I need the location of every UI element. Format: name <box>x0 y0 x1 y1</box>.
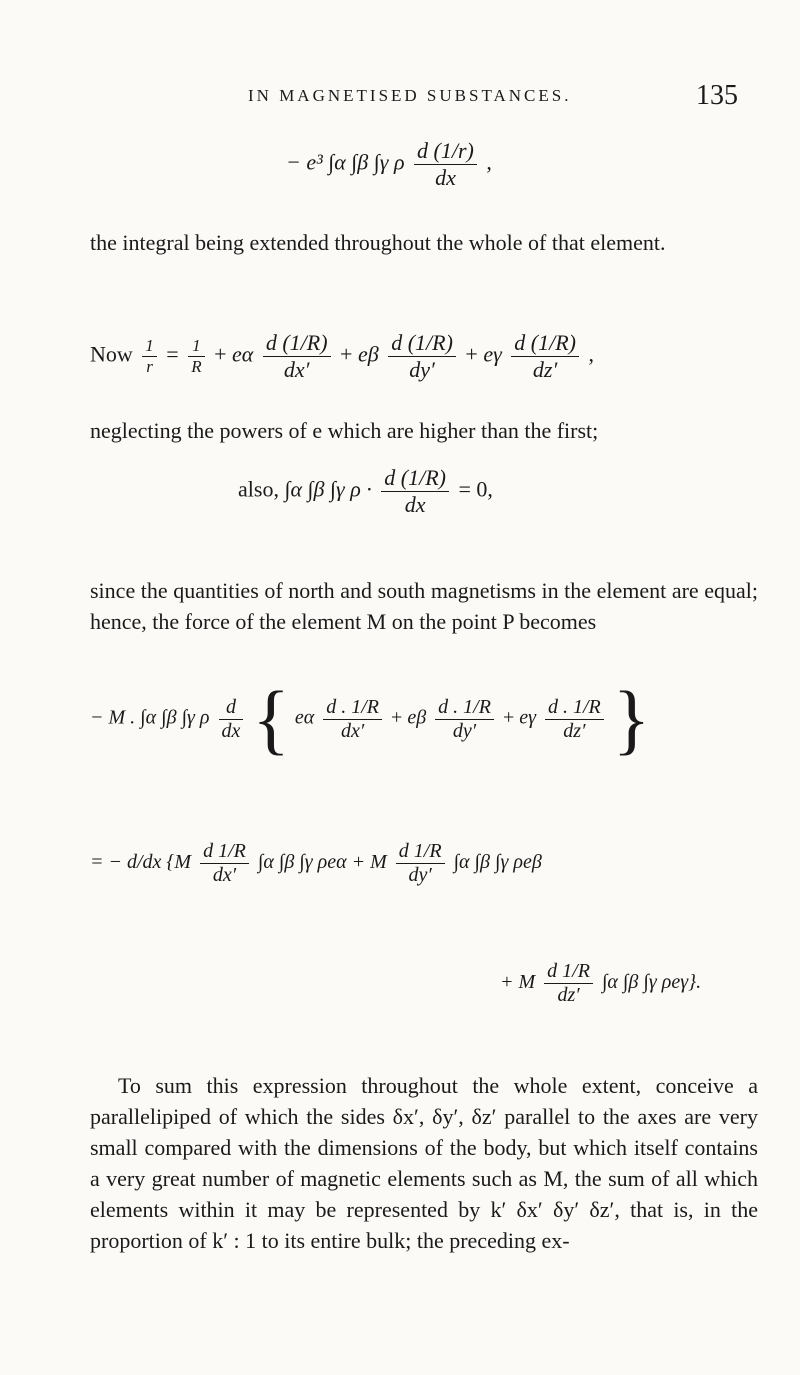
eq4-term-1: eα <box>294 706 315 729</box>
eq3-fraction <box>381 465 449 518</box>
eq2-term-2: eβ <box>357 341 379 367</box>
eq1-denominator: dx <box>414 164 477 191</box>
eq5-fraction-1: $\frac{d 1/R}{dx'}$ <box>200 840 249 887</box>
page-number: 135 <box>696 80 738 111</box>
eq4-fraction-2: $\frac{d . 1/R}{dy'}$ <box>435 696 494 743</box>
eq1-fraction <box>414 138 477 191</box>
eq4-denom-1: dx′ <box>323 719 382 743</box>
eq4-term-3: eγ <box>519 706 536 729</box>
eq2-denom-1: dx′ <box>263 356 331 383</box>
running-title: IN MAGNETISED SUBSTANCES. <box>248 86 572 105</box>
eq4-right-brace: } <box>612 675 651 762</box>
eq2-term-1: eα <box>232 341 254 367</box>
eq3-numerator: d (1/R) <box>384 465 446 490</box>
eq5-line2-lead: + M <box>500 971 536 994</box>
eq5-line1-mid: ∫α ∫β ∫γ ρeα + M <box>257 851 387 874</box>
eq4-fraction-1: $\frac{d . 1/R}{dx'}$ <box>323 696 382 743</box>
eq2-term-3: eγ <box>483 341 502 367</box>
equation-5-line-2 <box>500 960 701 1007</box>
eq3-rhs: = 0, <box>458 476 493 502</box>
paragraph-4: To sum this expression throughout the whole extent, conceive a parallelipiped of which the sides δx′, δy′, δz′ parallel to the axes are very small compared with the dimensions of the body, but which itself contains a very great number of magnetic elements such as M, the sum of all which elements within it may be represented by k′ δx′ δy′ δz′, that is, in the proportion of k′ : 1 to its entire bulk; the preceding ex- <box>90 1073 758 1253</box>
eq4-denom-2: dy′ <box>435 719 494 743</box>
eq5-line1-end: ∫α ∫β ∫γ ρeβ <box>453 851 542 874</box>
eq4-left-brace: { <box>252 675 290 762</box>
paragraph-1: the integral being extended throughout the whole of that element. <box>90 230 666 255</box>
eq2-denom-3: dz′ <box>511 356 579 383</box>
eq5-denom-2: dy′ <box>396 863 445 887</box>
eq4-term-2: eβ <box>407 706 427 729</box>
eq1-suffix: , <box>486 149 492 175</box>
eq5-line2-end: ∫α ∫β ∫γ ρeγ}. <box>601 971 702 994</box>
paragraph-3: since the quantities of north and south magnetisms in the element are equal; hence, the force of the element M on the point P becomes <box>90 578 758 634</box>
page-header <box>0 80 800 114</box>
eq2-rhs-first: $\frac{1}{R}$ <box>188 336 204 377</box>
equation-2: Now $\frac{1}{r}$ = $\frac{1}{R}$ + eα $\frac{d (1/R)}{dx'}$ + eβ $\frac{d (1/R)}{dy'}$ + eγ $\frac{d (1/R)}{dz'}$ , <box>90 330 594 382</box>
equation-3 <box>238 465 493 518</box>
eq2-fraction-3: $\frac{d (1/R)}{dz'}$ <box>511 330 579 383</box>
eq2-suffix: , <box>588 341 594 367</box>
eq5-line1-lead: = − d/dx {M <box>90 851 192 874</box>
eq5-denom-3: dz′ <box>544 983 593 1007</box>
eq5-denom-1: dx′ <box>200 863 249 887</box>
eq4-operator: $\frac{d}{dx}$ <box>219 696 244 743</box>
eq3-lead: also, <box>238 476 279 502</box>
eq3-denominator: dx <box>381 491 449 518</box>
paragraph-2: neglecting the powers of e which are higher than the first; <box>90 418 599 443</box>
eq2-lhs: $\frac{1}{r}$ <box>142 336 157 377</box>
eq2-lead: Now <box>90 341 133 367</box>
equation-1 <box>286 138 492 191</box>
eq5-fraction-3: $\frac{d 1/R}{dz'}$ <box>544 960 593 1007</box>
eq4-prefix: − M . ∫α ∫β ∫γ ρ <box>90 706 210 729</box>
eq2-fraction-2: $\frac{d (1/R)}{dy'}$ <box>388 330 456 383</box>
eq2-denom-2: dy′ <box>388 356 456 383</box>
eq2-fraction-1: $\frac{d (1/R)}{dx'}$ <box>263 330 331 383</box>
equation-5-line-1 <box>90 840 542 887</box>
eq1-numerator: d (1/r) <box>417 138 474 163</box>
eq4-fraction-3: $\frac{d . 1/R}{dz'}$ <box>545 696 604 743</box>
eq5-fraction-2: $\frac{d 1/R}{dy'}$ <box>396 840 445 887</box>
eq3-prefix: ∫α ∫β ∫γ ρ · <box>284 476 372 502</box>
eq4-denom-3: dz′ <box>545 719 604 743</box>
eq1-prefix: − e³ ∫α ∫β ∫γ ρ <box>286 149 405 175</box>
equation-4: − M . ∫α ∫β ∫γ ρ $\frac{d}{dx}$ { eα $\frac{d . 1/R}{dx'}$ + eβ $\frac{d . 1/R}{dy'}$ + eγ $\frac{d . 1/R}{dz'}$ } <box>90 675 651 762</box>
